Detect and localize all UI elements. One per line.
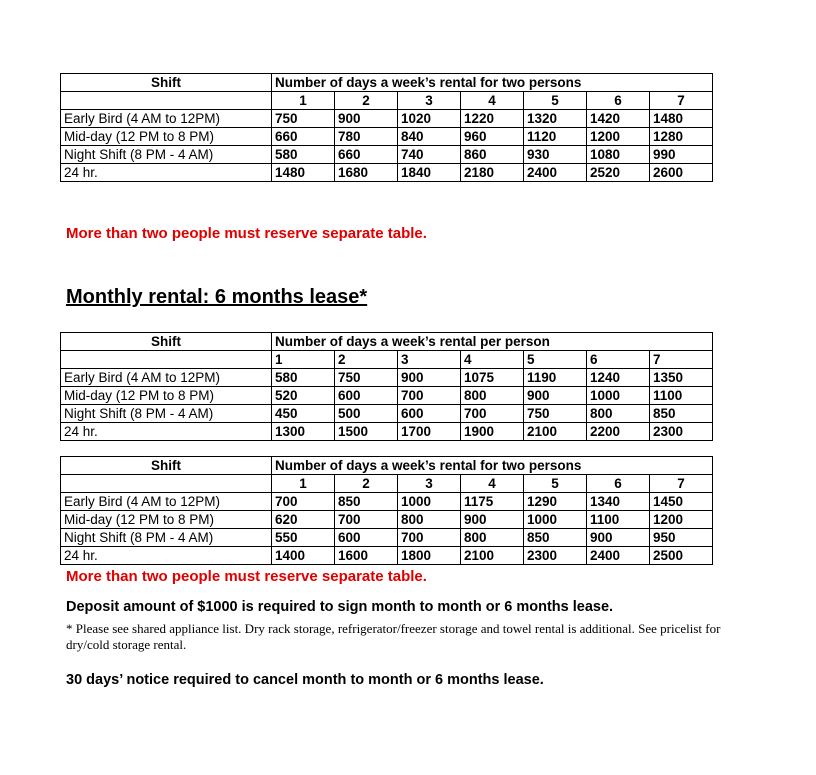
rate-value-cell: 800 (461, 529, 524, 547)
rate-value-cell: 900 (335, 110, 398, 128)
rate-value-cell: 620 (272, 511, 335, 529)
shift-label-cell: Early Bird (4 AM to 12PM) (61, 369, 272, 387)
rate-value-cell: 900 (587, 529, 650, 547)
rate-row (61, 511, 713, 529)
rate-row (61, 547, 713, 565)
day-number-row (61, 351, 713, 369)
day-number-cell: 6 (587, 351, 650, 369)
shared-appliance-note: * Please see shared appliance list. Dry rack storage, refrigerator/freezer storage and towel rental is additional. See pricelist for dry/cold storage rental. (66, 621, 721, 652)
day-number-row (61, 475, 713, 493)
rate-value-cell: 1680 (335, 164, 398, 182)
rate-value-cell: 990 (650, 146, 713, 164)
monthly-rental-heading: Monthly rental: 6 months lease* (66, 286, 368, 308)
rate-value-cell: 900 (524, 387, 587, 405)
rate-value-cell: 2100 (461, 547, 524, 565)
day-number-cell: 6 (587, 475, 650, 493)
rate-value-cell: 1240 (587, 369, 650, 387)
rate-value-cell: 700 (398, 529, 461, 547)
rate-value-cell: 700 (272, 493, 335, 511)
rate-value-cell: 600 (398, 405, 461, 423)
rate-value-cell: 550 (272, 529, 335, 547)
shift-column-header: Shift (61, 333, 272, 351)
rate-value-cell: 1400 (272, 547, 335, 565)
day-number-cell: 3 (398, 351, 461, 369)
shift-label-cell: Night Shift (8 PM - 4 AM) (61, 146, 272, 164)
rate-value-cell: 900 (461, 511, 524, 529)
rate-value-cell: 1000 (398, 493, 461, 511)
day-number-cell: 7 (650, 92, 713, 110)
rate-row (61, 110, 713, 128)
rate-value-cell: 800 (461, 387, 524, 405)
empty-corner-cell (61, 92, 272, 110)
rate-value-cell: 840 (398, 128, 461, 146)
rate-value-cell: 1000 (587, 387, 650, 405)
rate-value-cell: 850 (650, 405, 713, 423)
rate-value-cell: 1290 (524, 493, 587, 511)
shift-label-cell: Early Bird (4 AM to 12PM) (61, 110, 272, 128)
day-number-cell: 6 (587, 92, 650, 110)
rate-value-cell: 1100 (587, 511, 650, 529)
rate-value-cell: 580 (272, 369, 335, 387)
rate-value-cell: 2600 (650, 164, 713, 182)
rate-value-cell: 850 (524, 529, 587, 547)
rate-value-cell: 950 (650, 529, 713, 547)
day-number-cell: 2 (335, 92, 398, 110)
rate-value-cell: 1190 (524, 369, 587, 387)
rate-value-cell: 1500 (335, 423, 398, 441)
rate-value-cell: 2500 (650, 547, 713, 565)
rate-value-cell: 800 (398, 511, 461, 529)
rate-value-cell: 660 (335, 146, 398, 164)
day-number-cell: 5 (524, 92, 587, 110)
rate-value-cell: 930 (524, 146, 587, 164)
rate-value-cell: 750 (524, 405, 587, 423)
rate-value-cell: 1320 (524, 110, 587, 128)
rate-row (61, 529, 713, 547)
rate-value-cell: 960 (461, 128, 524, 146)
rate-value-cell: 1450 (650, 493, 713, 511)
rate-value-cell: 1280 (650, 128, 713, 146)
rate-value-cell: 1200 (587, 128, 650, 146)
day-number-cell: 2 (335, 475, 398, 493)
rate-row (61, 405, 713, 423)
rate-value-cell: 1420 (587, 110, 650, 128)
shift-label-cell: Mid-day (12 PM to 8 PM) (61, 387, 272, 405)
rate-value-cell: 2400 (587, 547, 650, 565)
rate-value-cell: 1480 (272, 164, 335, 182)
rate-value-cell: 600 (335, 387, 398, 405)
rate-value-cell: 1000 (524, 511, 587, 529)
day-number-cell: 1 (272, 475, 335, 493)
rate-value-cell: 1340 (587, 493, 650, 511)
empty-corner-cell (61, 475, 272, 493)
rate-value-cell: 900 (398, 369, 461, 387)
rate-value-cell: 2180 (461, 164, 524, 182)
day-number-row (61, 92, 713, 110)
rate-value-cell: 450 (272, 405, 335, 423)
rate-row (61, 369, 713, 387)
rate-value-cell: 2520 (587, 164, 650, 182)
deposit-note: Deposit amount of $1000 is required to sign month to month or 6 months lease. (66, 599, 614, 615)
rate-value-cell: 1080 (587, 146, 650, 164)
day-number-cell: 4 (461, 92, 524, 110)
rate-value-cell: 1200 (650, 511, 713, 529)
empty-corner-cell (61, 351, 272, 369)
day-number-cell: 4 (461, 351, 524, 369)
days-header: Number of days a week’s rental for two persons (272, 74, 713, 92)
shift-label-cell: Mid-day (12 PM to 8 PM) (61, 128, 272, 146)
shift-label-cell: Mid-day (12 PM to 8 PM) (61, 511, 272, 529)
rate-value-cell: 800 (587, 405, 650, 423)
weekly-rental-two-persons-table (60, 73, 713, 182)
shift-label-cell: 24 hr. (61, 547, 272, 565)
rate-value-cell: 2200 (587, 423, 650, 441)
rate-value-cell: 1220 (461, 110, 524, 128)
shift-label-cell: Night Shift (8 PM - 4 AM) (61, 405, 272, 423)
shift-column-header: Shift (61, 457, 272, 475)
rate-value-cell: 660 (272, 128, 335, 146)
rate-value-cell: 700 (461, 405, 524, 423)
table-header-row (61, 333, 713, 351)
day-number-cell: 7 (650, 351, 713, 369)
shift-label-cell: Early Bird (4 AM to 12PM) (61, 493, 272, 511)
rate-value-cell: 1600 (335, 547, 398, 565)
rate-value-cell: 1800 (398, 547, 461, 565)
rate-row (61, 128, 713, 146)
rate-row (61, 493, 713, 511)
table-header-row (61, 74, 713, 92)
rate-value-cell: 700 (398, 387, 461, 405)
day-number-cell: 4 (461, 475, 524, 493)
separate-table-note: More than two people must reserve separate table. (66, 225, 427, 242)
shift-label-cell: 24 hr. (61, 164, 272, 182)
day-number-cell: 3 (398, 92, 461, 110)
rate-value-cell: 750 (335, 369, 398, 387)
shift-label-cell: 24 hr. (61, 423, 272, 441)
rate-row (61, 146, 713, 164)
days-header: Number of days a week’s rental per person (272, 333, 713, 351)
rate-value-cell: 2100 (524, 423, 587, 441)
day-number-cell: 5 (524, 475, 587, 493)
rate-value-cell: 740 (398, 146, 461, 164)
day-number-cell: 2 (335, 351, 398, 369)
rate-value-cell: 2400 (524, 164, 587, 182)
rate-value-cell: 1480 (650, 110, 713, 128)
rate-value-cell: 2300 (650, 423, 713, 441)
rate-row (61, 423, 713, 441)
rate-value-cell: 1020 (398, 110, 461, 128)
rate-value-cell: 1300 (272, 423, 335, 441)
rate-value-cell: 1075 (461, 369, 524, 387)
rate-value-cell: 1175 (461, 493, 524, 511)
day-number-cell: 5 (524, 351, 587, 369)
days-header: Number of days a week’s rental for two persons (272, 457, 713, 475)
rate-value-cell: 750 (272, 110, 335, 128)
separate-table-note-2: More than two people must reserve separate table. (66, 568, 427, 585)
table-header-row (61, 457, 713, 475)
rate-row (61, 164, 713, 182)
rate-value-cell: 2300 (524, 547, 587, 565)
rate-value-cell: 580 (272, 146, 335, 164)
rate-value-cell: 1840 (398, 164, 461, 182)
monthly-rental-per-person-table (60, 332, 713, 441)
rate-value-cell: 860 (461, 146, 524, 164)
rate-row (61, 387, 713, 405)
cancellation-notice: 30 days’ notice required to cancel month to month or 6 months lease. (66, 672, 544, 688)
rate-value-cell: 1120 (524, 128, 587, 146)
rate-value-cell: 600 (335, 529, 398, 547)
rate-value-cell: 1100 (650, 387, 713, 405)
rate-value-cell: 520 (272, 387, 335, 405)
day-number-cell: 1 (272, 92, 335, 110)
day-number-cell: 1 (272, 351, 335, 369)
day-number-cell: 3 (398, 475, 461, 493)
rate-value-cell: 1700 (398, 423, 461, 441)
rate-value-cell: 1900 (461, 423, 524, 441)
rate-value-cell: 850 (335, 493, 398, 511)
shift-column-header: Shift (61, 74, 272, 92)
monthly-rental-two-persons-table (60, 456, 713, 565)
rate-value-cell: 780 (335, 128, 398, 146)
rate-value-cell: 500 (335, 405, 398, 423)
rate-value-cell: 1350 (650, 369, 713, 387)
shift-label-cell: Night Shift (8 PM - 4 AM) (61, 529, 272, 547)
day-number-cell: 7 (650, 475, 713, 493)
rate-value-cell: 700 (335, 511, 398, 529)
